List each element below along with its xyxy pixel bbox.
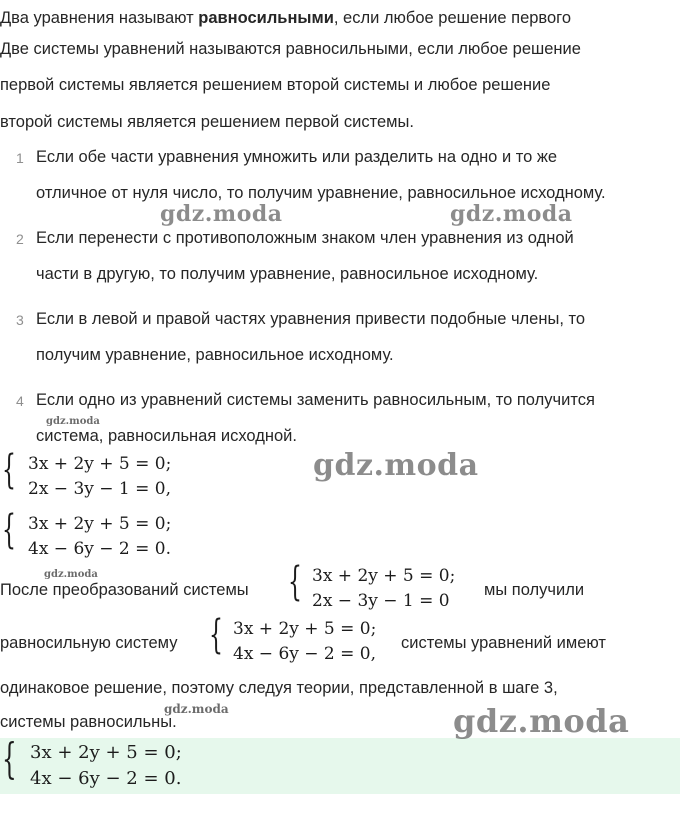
equation: 3x + 2y + 5 = 0; bbox=[28, 454, 172, 474]
equation: 3x + 2y + 5 = 0; bbox=[28, 514, 172, 534]
rule-number: 2 bbox=[16, 231, 24, 247]
rule-text: Если одно из уравнений системы заменить равносильным, то получится bbox=[36, 391, 595, 409]
equation: 2x − 3y − 1 = 0 bbox=[312, 591, 450, 611]
equation: 3x + 2y + 5 = 0; bbox=[233, 619, 377, 639]
rule-text: Если перенести с противоположным знаком член уравнения из одной bbox=[36, 229, 574, 247]
conclusion-text: системы равносильны. bbox=[0, 713, 177, 731]
watermark: gdz.moda bbox=[160, 201, 283, 227]
intro-text: Два уравнения называют bbox=[0, 9, 199, 27]
brace-icon: { bbox=[288, 559, 302, 605]
rule-number: 1 bbox=[16, 150, 24, 166]
intro-line-3: первой системы является решением второй системы и любое решение bbox=[0, 76, 551, 94]
watermark: gdz.moda bbox=[44, 569, 98, 580]
watermark: gdz.moda bbox=[453, 702, 630, 740]
equation: 4x − 6y − 2 = 0. bbox=[30, 768, 182, 789]
system-answer bbox=[2, 734, 232, 792]
rule-text: получим уравнение, равносильное исходному. bbox=[36, 346, 394, 364]
system-inline-a bbox=[288, 559, 478, 614]
rule-text: отличное от нуля число, то получим уравнение, равносильное исходному. bbox=[36, 184, 606, 202]
system-original bbox=[2, 447, 202, 502]
system-inline-b bbox=[209, 612, 399, 667]
watermark: gdz.moda bbox=[450, 201, 573, 227]
equation: 3x + 2y + 5 = 0; bbox=[30, 742, 182, 763]
equation: 4x − 6y − 2 = 0. bbox=[28, 539, 172, 559]
rule-text: части в другую, то получим уравнение, равносильное исходному. bbox=[36, 265, 539, 283]
brace-icon: { bbox=[2, 447, 16, 493]
intro-line-1 bbox=[0, 9, 571, 28]
rule-number: 3 bbox=[16, 312, 24, 328]
watermark: gdz.moda bbox=[164, 702, 229, 716]
answer-box bbox=[0, 734, 680, 794]
rule-number: 4 bbox=[16, 393, 24, 409]
intro-text: , если любое решение первого bbox=[333, 9, 572, 27]
brace-icon: { bbox=[2, 734, 17, 783]
equation: 2x − 3y − 1 = 0, bbox=[28, 479, 172, 499]
system-transformed bbox=[2, 507, 202, 562]
brace-icon: { bbox=[2, 507, 16, 553]
watermark: gdz.moda bbox=[313, 448, 479, 483]
conclusion-text: мы получили bbox=[484, 581, 585, 599]
watermark: gdz.moda bbox=[46, 416, 100, 427]
equation: 3x + 2y + 5 = 0; bbox=[312, 566, 456, 586]
equation: 4x − 6y − 2 = 0, bbox=[233, 644, 377, 664]
rule-text: Если обе части уравнения умножить или разделить на одно и то же bbox=[36, 148, 558, 166]
term-bold: равносильными bbox=[198, 9, 334, 27]
conclusion-text: После преобразований системы bbox=[0, 581, 249, 599]
rule-text: система, равносильная исходной. bbox=[36, 427, 297, 445]
conclusion-text: равносильную систему bbox=[0, 634, 178, 652]
intro-line-2: Две системы уравнений называются равносильными, если любое решение bbox=[0, 40, 581, 58]
conclusion-text: системы уравнений имеют bbox=[401, 634, 606, 652]
intro-line-4: второй системы является решением первой системы. bbox=[0, 113, 414, 131]
brace-icon: { bbox=[209, 612, 223, 658]
conclusion-text: одинаковое решение, поэтому следуя теории, представленной в шаге 3, bbox=[0, 679, 558, 697]
rule-text: Если в левой и правой частях уравнения привести подобные члены, то bbox=[36, 310, 586, 328]
